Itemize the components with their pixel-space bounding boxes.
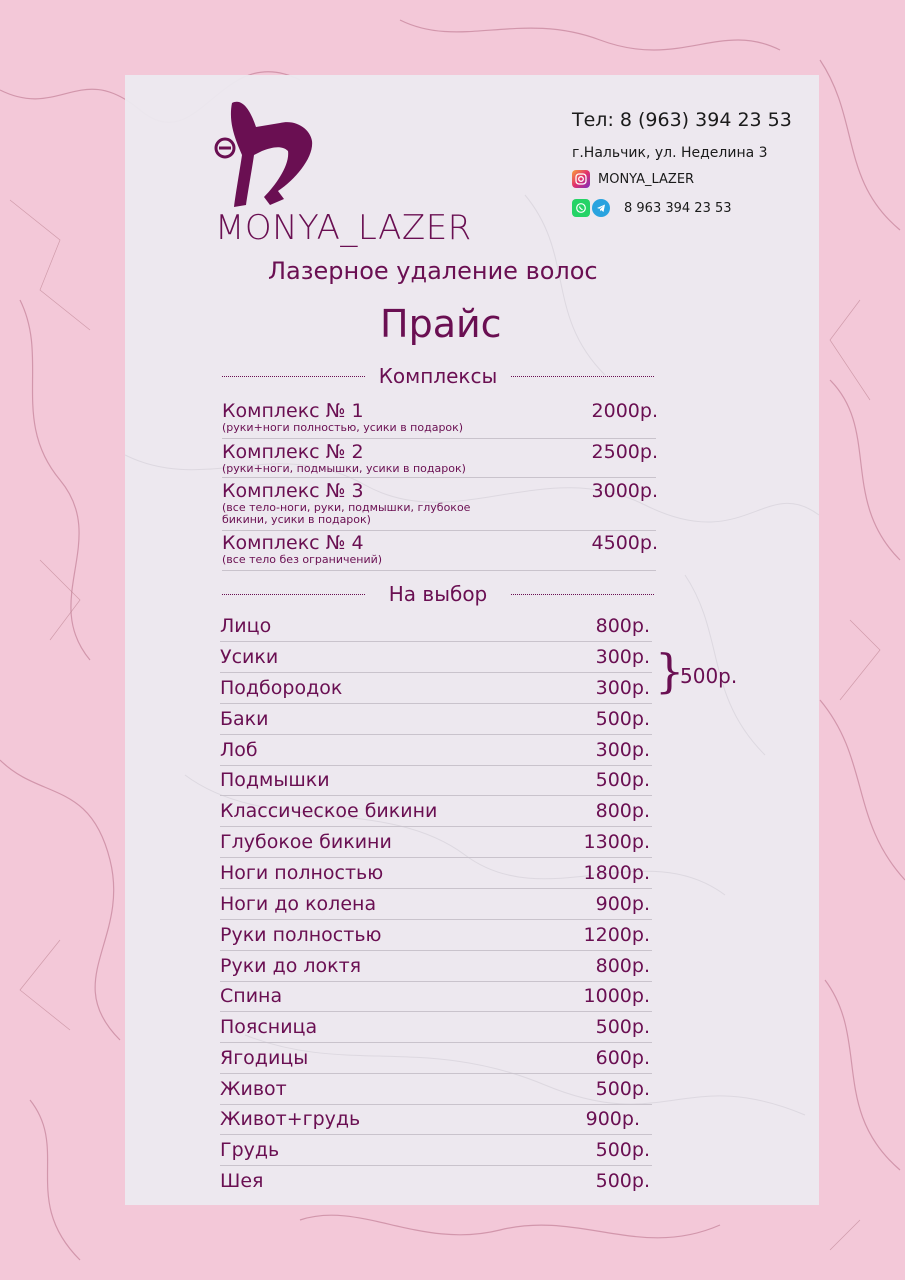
page-title: Прайс [380, 302, 502, 346]
complex-row-2 [222, 441, 656, 478]
whatsapp-icon [572, 199, 590, 217]
item-price: 1300р. [583, 831, 650, 853]
price-item [220, 641, 652, 673]
complex-note: (все тело без ограничений) [222, 553, 383, 566]
item-price: 800р. [595, 955, 650, 977]
divider [222, 594, 365, 595]
price-item [220, 980, 652, 1012]
price-item [220, 1042, 652, 1074]
price-item [220, 764, 652, 796]
price-item [220, 1011, 652, 1043]
instagram-icon [572, 170, 590, 188]
section-title: Комплексы [378, 364, 498, 388]
divider [222, 376, 365, 377]
item-name: Баки [220, 708, 269, 730]
item-price: 500р. [595, 1078, 650, 1100]
complex-name: Комплекс № 4 [222, 532, 364, 554]
complex-name: Комплекс № 3 [222, 480, 364, 502]
item-name: Ноги полностью [220, 862, 384, 884]
item-name: Подбородок [220, 677, 343, 699]
complex-note: (руки+ноги, подмышки, усики в подарок) [222, 462, 466, 475]
item-name: Ноги до колена [220, 893, 377, 915]
price-item [220, 610, 652, 642]
complex-note: (все тело-ноги, руки, подмышки, глубокое бикини, усики в подарок) [222, 501, 471, 526]
price-item [220, 826, 652, 858]
complex-row-3 [222, 480, 656, 531]
item-price: 1200р. [583, 924, 650, 946]
subtitle: Лазерное удаление волос [268, 257, 598, 285]
complex-price: 2500р. [591, 441, 658, 463]
logo-legs-icon [210, 95, 320, 215]
item-name: Лицо [220, 615, 272, 637]
price-item [220, 1134, 652, 1166]
combo-brace: } [655, 644, 685, 698]
price-item [220, 1165, 652, 1196]
instagram-handle: MONYA_LAZER [598, 171, 695, 187]
divider [511, 376, 654, 377]
item-price: 500р. [595, 1139, 650, 1161]
item-price: 1800р. [583, 862, 650, 884]
price-item [220, 703, 652, 735]
price-item [220, 919, 652, 951]
combo-price: 500р. [680, 664, 738, 688]
item-name: Глубокое бикини [220, 831, 392, 853]
item-name: Живот+грудь [220, 1108, 361, 1130]
item-price: 800р. [595, 615, 650, 637]
complex-name: Комплекс № 1 [222, 400, 364, 422]
section-heading-choice [222, 582, 654, 606]
contact-phone[interactable]: Тел: 8 (963) 394 23 53 [572, 109, 792, 131]
item-price: 900р. [595, 893, 650, 915]
item-price: 500р. [595, 769, 650, 791]
price-item [220, 672, 652, 704]
contact-address: г.Нальчик, ул. Неделина 3 [572, 145, 768, 161]
item-name: Ягодицы [220, 1047, 309, 1069]
item-name: Классическое бикини [220, 800, 438, 822]
item-price: 900р. [585, 1108, 640, 1130]
price-item [220, 1103, 652, 1135]
item-name: Спина [220, 985, 283, 1007]
section-heading-complexes [222, 364, 654, 388]
contact-messengers[interactable] [572, 199, 732, 217]
price-item [220, 1073, 652, 1105]
complex-price: 4500р. [591, 532, 658, 554]
messenger-phone: 8 963 394 23 53 [624, 200, 732, 216]
price-item [220, 888, 652, 920]
item-name: Руки до локтя [220, 955, 362, 977]
price-item [220, 734, 652, 766]
complex-name: Комплекс № 2 [222, 441, 364, 463]
item-name: Руки полностью [220, 924, 382, 946]
item-price: 300р. [595, 646, 650, 668]
complex-price: 2000р. [591, 400, 658, 422]
item-name: Усики [220, 646, 279, 668]
item-name: Грудь [220, 1139, 280, 1161]
section-title: На выбор [388, 582, 488, 606]
contact-instagram[interactable] [572, 170, 694, 188]
item-price: 800р. [595, 800, 650, 822]
brand-name: MONYA_LAZER [215, 208, 472, 248]
item-price: 300р. [595, 739, 650, 761]
telegram-icon [592, 199, 610, 217]
price-item [220, 950, 652, 982]
item-price: 600р. [595, 1047, 650, 1069]
item-price: 500р. [595, 1016, 650, 1038]
item-name: Поясница [220, 1016, 318, 1038]
item-price: 500р. [595, 708, 650, 730]
complex-note: (руки+ноги полностью, усики в подарок) [222, 421, 464, 434]
complex-price: 3000р. [591, 480, 658, 502]
item-price: 500р. [595, 1170, 650, 1192]
price-item [220, 795, 652, 827]
item-name: Шея [220, 1170, 264, 1192]
price-item [220, 857, 652, 889]
item-name: Подмышки [220, 769, 330, 791]
item-name: Лоб [220, 739, 258, 761]
divider [511, 594, 654, 595]
item-price: 1000р. [583, 985, 650, 1007]
complex-row-4 [222, 532, 656, 571]
complex-row-1 [222, 400, 656, 439]
item-name: Живот [220, 1078, 287, 1100]
item-price: 300р. [595, 677, 650, 699]
